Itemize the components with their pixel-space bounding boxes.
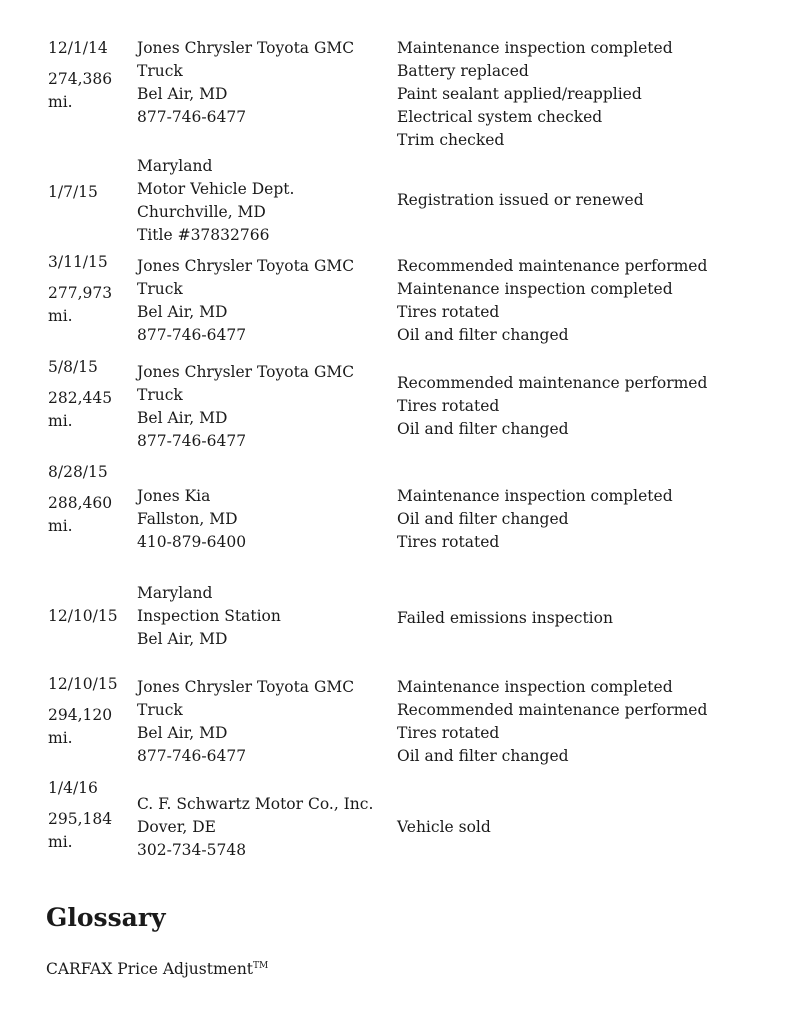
record-date: 12/10/15: [48, 675, 118, 693]
record-details: Maintenance inspection completed Oil and filter changed Tires rotated: [397, 487, 673, 551]
trademark-mark: TM: [253, 960, 269, 971]
record-date-odometer: [48, 181, 98, 204]
record-source: Maryland Motor Vehicle Dept. Churchville, MD Title #37832766: [137, 157, 295, 244]
record-date-odometer: [48, 37, 112, 114]
record-date-odometer: [48, 777, 112, 854]
record-date: 1/4/16: [48, 779, 98, 797]
record-details: Failed emissions inspection: [397, 609, 613, 627]
record-date-odometer: [48, 673, 118, 750]
record-details: Recommended maintenance performed Tires rotated Oil and filter changed: [397, 374, 708, 438]
record-odometer-unit: mi.: [48, 412, 73, 430]
record-details: Recommended maintenance performed Maintenance inspection completed Tires rotated Oil and filter changed: [397, 257, 708, 344]
record-odometer-unit: mi.: [48, 833, 73, 851]
record-odometer-unit: mi.: [48, 729, 73, 747]
record-date: 5/8/15: [48, 358, 98, 376]
record-source: Jones Chrysler Toyota GMC Truck Bel Air, MD 877-746-6477: [137, 678, 355, 765]
glossary-term: [46, 958, 268, 981]
record-odometer: 274,386: [48, 70, 113, 88]
record-date: 8/28/15: [48, 463, 108, 481]
record-odometer: 295,184: [48, 810, 113, 828]
record-details: Vehicle sold: [397, 818, 491, 836]
record-date-odometer: [48, 461, 112, 538]
record-details: Maintenance inspection completed Recommended maintenance performed Tires rotated Oil and filter changed: [397, 678, 708, 765]
record-odometer: 277,973: [48, 284, 113, 302]
record-odometer-unit: mi.: [48, 517, 73, 535]
record-date: 12/10/15: [48, 607, 118, 625]
record-details: Registration issued or renewed: [397, 191, 644, 209]
record-source: C. F. Schwartz Motor Co., Inc. Dover, DE 302-734-5748: [137, 795, 374, 859]
record-details: Maintenance inspection completed Battery replaced Paint sealant applied/reapplied Electrical system checked Trim checked: [397, 39, 673, 149]
record-odometer: 282,445: [48, 389, 113, 407]
record-odometer: 288,460: [48, 494, 113, 512]
record-date-odometer: [48, 605, 118, 628]
record-date-odometer: [48, 251, 112, 328]
record-source: Jones Chrysler Toyota GMC Truck Bel Air, MD 877-746-6477: [137, 257, 355, 344]
record-source: Jones Kia Fallston, MD 410-879-6400: [137, 487, 247, 551]
record-odometer-unit: mi.: [48, 93, 73, 111]
record-date: 1/7/15: [48, 183, 98, 201]
glossary-term-label: CARFAX Price Adjustment: [46, 960, 254, 978]
record-odometer: 294,120: [48, 706, 113, 724]
record-date: 3/11/15: [48, 253, 108, 271]
record-date-odometer: [48, 356, 112, 433]
record-odometer-unit: mi.: [48, 307, 73, 325]
record-source: Jones Chrysler Toyota GMC Truck Bel Air, MD 877-746-6477: [137, 363, 355, 450]
record-source: Maryland Inspection Station Bel Air, MD: [137, 584, 281, 648]
record-source: Jones Chrysler Toyota GMC Truck Bel Air, MD 877-746-6477: [137, 39, 355, 126]
glossary-heading: Glossary: [46, 903, 166, 932]
record-date: 12/1/14: [48, 39, 108, 57]
